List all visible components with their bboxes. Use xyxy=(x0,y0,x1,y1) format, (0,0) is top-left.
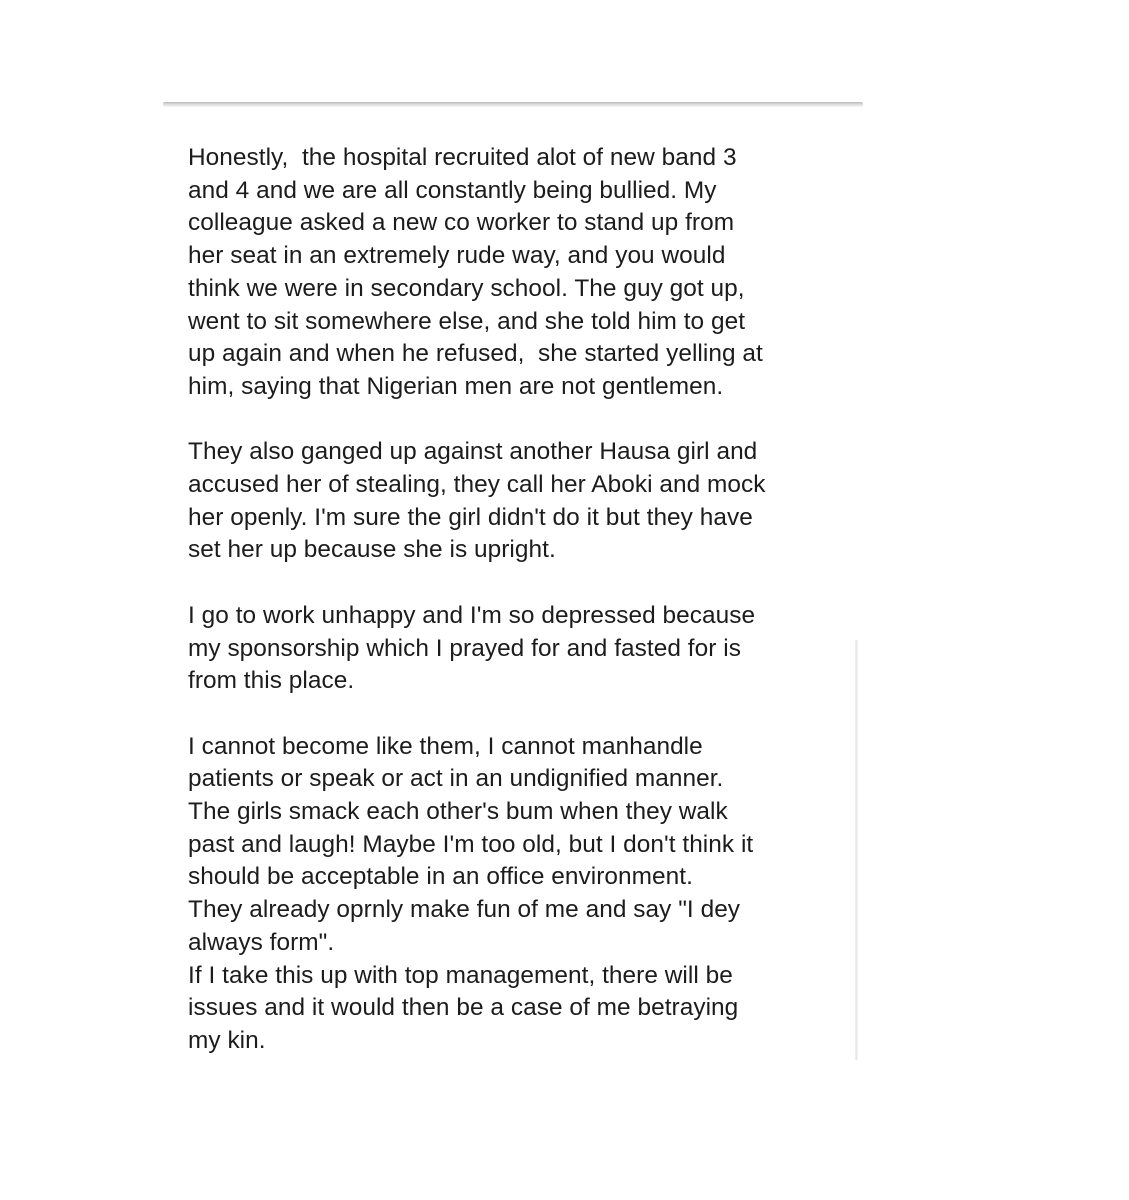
text-line: think we were in secondary school. The guy got up, xyxy=(188,274,745,302)
text-line: issues and it would then be a case of me betraying xyxy=(188,994,739,1022)
text-line: went to sit somewhere else, and she told him to get xyxy=(188,307,746,335)
text-line: Honestly, the hospital recruited alot of new band 3 xyxy=(188,144,737,171)
text-line: past and laugh! Maybe I'm too old, but I don't think it xyxy=(188,830,754,858)
text-line: her seat in an extremely rude way, and you would xyxy=(188,242,726,270)
text-line: patients or speak or act in an undignified manner. xyxy=(188,765,724,793)
paragraph-3 xyxy=(188,600,856,698)
text-line: I cannot become like them, I cannot manhandle xyxy=(188,732,703,760)
top-divider xyxy=(163,102,863,107)
paragraph-2 xyxy=(188,436,856,567)
text-line: colleague asked a new co worker to stand up from xyxy=(188,209,735,237)
text-line: should be acceptable in an office environment. xyxy=(188,863,693,891)
text-line: I go to work unhappy and I'm so depressed because xyxy=(188,601,756,629)
text-line: always form". xyxy=(188,928,335,956)
text-line: accused her of stealing, they call her Aboki and mock xyxy=(188,471,766,499)
text-line: The girls smack each other's bum when they walk xyxy=(188,798,728,826)
paragraph-1 xyxy=(188,142,856,404)
text-line: They already oprnly make fun of me and say "I dey xyxy=(188,896,741,924)
text-line: They also ganged up against another Hausa girl and xyxy=(188,438,758,466)
text-line: up again and when he refused, she started yelling at xyxy=(188,340,763,368)
paragraph-4 xyxy=(188,731,856,1058)
text-line: If I take this up with top management, there will be xyxy=(188,961,733,989)
text-line: him, saying that Nigerian men are not gentlemen. xyxy=(188,372,724,400)
text-line: my sponsorship which I prayed for and fasted for is xyxy=(188,634,741,662)
text-line: her openly. I'm sure the girl didn't do it but they have xyxy=(188,503,753,531)
text-line: my kin. xyxy=(188,1026,266,1054)
text-line: and 4 and we are all constantly being bullied. My xyxy=(188,176,717,204)
text-line: set her up because she is upright. xyxy=(188,536,556,564)
message-text xyxy=(188,142,856,1058)
text-line: from this place. xyxy=(188,667,355,695)
